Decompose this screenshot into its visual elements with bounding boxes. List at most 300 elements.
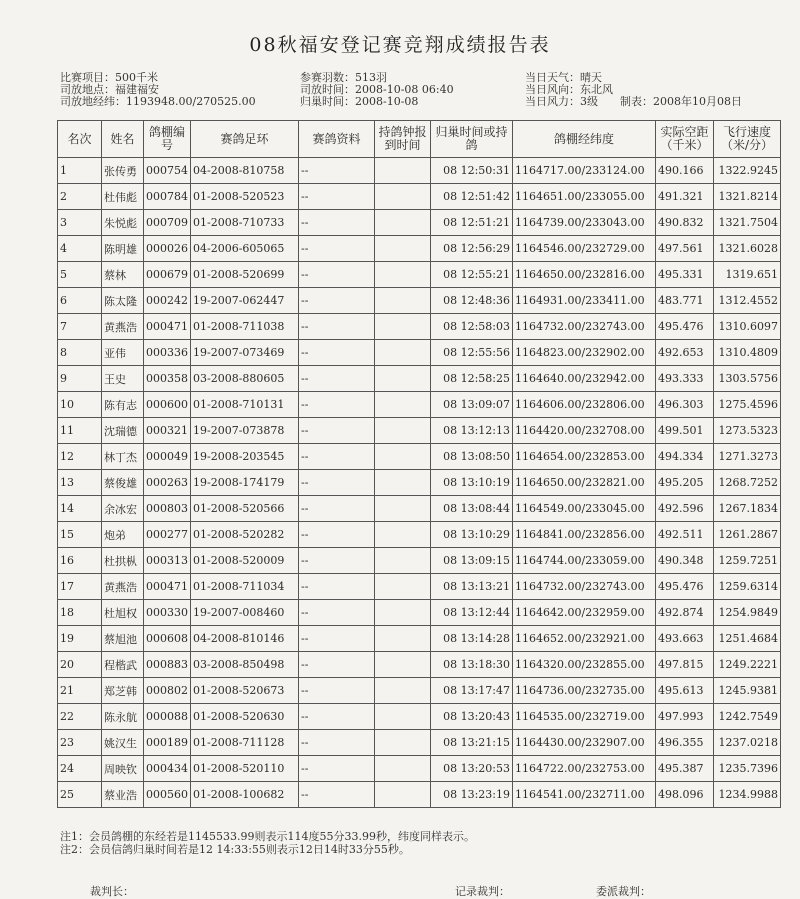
cell-coords: 1164717.00/233124.00 — [513, 158, 656, 184]
made-label: 制表： — [620, 95, 653, 108]
cell-ring: 01-2008-711128 — [191, 730, 299, 756]
cell-name: 沈瑞德 — [102, 418, 144, 444]
release-time-label: 司放时间： — [300, 83, 355, 96]
cell-speed: 1268.7252 — [714, 470, 781, 496]
cell-arrival: 08 13:20:53 — [431, 756, 513, 782]
cell-speed: 1275.4596 — [714, 392, 781, 418]
cell-arrival: 08 13:08:50 — [431, 444, 513, 470]
cell-arrival: 08 13:12:13 — [431, 418, 513, 444]
cell-clock — [375, 236, 431, 262]
header-loft: 鸽棚编号 — [144, 121, 191, 158]
cell-loft: 000608 — [144, 626, 191, 652]
cell-rank: 22 — [58, 704, 102, 730]
cell-loft: 000560 — [144, 782, 191, 808]
cell-arrival: 08 13:18:30 — [431, 652, 513, 678]
cell-info: -- — [299, 782, 375, 808]
cell-ring: 01-2008-710131 — [191, 392, 299, 418]
cell-loft: 000026 — [144, 236, 191, 262]
cell-distance: 491.321 — [656, 184, 714, 210]
cell-arrival: 08 12:51:42 — [431, 184, 513, 210]
cell-arrival: 08 13:10:29 — [431, 522, 513, 548]
table-row — [58, 652, 781, 678]
return-time — [300, 96, 454, 108]
cell-ring: 01-2008-100682 — [191, 782, 299, 808]
cell-ring: 19-2008-203545 — [191, 444, 299, 470]
cell-ring: 01-2008-711034 — [191, 574, 299, 600]
cell-name: 陈有志 — [102, 392, 144, 418]
cell-name: 周映钦 — [102, 756, 144, 782]
cell-info: -- — [299, 418, 375, 444]
cell-clock — [375, 158, 431, 184]
cell-coords: 1164420.00/232708.00 — [513, 418, 656, 444]
cell-loft: 000263 — [144, 470, 191, 496]
cell-ring: 01-2008-520282 — [191, 522, 299, 548]
cell-distance: 490.348 — [656, 548, 714, 574]
cell-speed: 1242.7549 — [714, 704, 781, 730]
table-row — [58, 418, 781, 444]
cell-name: 程楷武 — [102, 652, 144, 678]
release-time-value: 2008-10-08 06:40 — [355, 83, 454, 96]
cell-coords: 1164320.00/232855.00 — [513, 652, 656, 678]
cell-name: 林丁杰 — [102, 444, 144, 470]
cell-speed: 1321.7504 — [714, 210, 781, 236]
table-row — [58, 158, 781, 184]
cell-info: -- — [299, 626, 375, 652]
release-site-value: 福建福安 — [115, 83, 159, 96]
cell-rank: 21 — [58, 678, 102, 704]
cell-loft: 000049 — [144, 444, 191, 470]
cell-clock — [375, 522, 431, 548]
cell-distance: 493.333 — [656, 366, 714, 392]
cell-distance: 490.166 — [656, 158, 714, 184]
cell-loft: 000277 — [144, 522, 191, 548]
cell-name: 张传勇 — [102, 158, 144, 184]
cell-coords: 1164606.00/232806.00 — [513, 392, 656, 418]
cell-distance: 497.561 — [656, 236, 714, 262]
cell-distance: 492.874 — [656, 600, 714, 626]
release-coords-label: 司放地经纬： — [60, 95, 126, 108]
cell-speed: 1319.651 — [714, 262, 781, 288]
cell-name: 朱悦彪 — [102, 210, 144, 236]
cell-rank: 17 — [58, 574, 102, 600]
cell-clock — [375, 496, 431, 522]
cell-info: -- — [299, 366, 375, 392]
table-body — [58, 158, 781, 808]
cell-arrival: 08 13:12:44 — [431, 600, 513, 626]
cell-coords: 1164650.00/232816.00 — [513, 262, 656, 288]
cell-clock — [375, 678, 431, 704]
cell-arrival: 08 12:55:56 — [431, 340, 513, 366]
cell-coords: 1164652.00/232921.00 — [513, 626, 656, 652]
cell-coords: 1164654.00/232853.00 — [513, 444, 656, 470]
table-header-row — [58, 121, 781, 158]
cell-distance: 492.596 — [656, 496, 714, 522]
table-row — [58, 756, 781, 782]
cell-loft: 000471 — [144, 574, 191, 600]
cell-rank: 20 — [58, 652, 102, 678]
cell-info: -- — [299, 652, 375, 678]
cell-coords: 1164722.00/232753.00 — [513, 756, 656, 782]
note-2: 注2：会员信鸽归巢时间若是12 14:33:55则表示12日14时33分55秒。 — [60, 843, 410, 856]
cell-ring: 03-2008-850498 — [191, 652, 299, 678]
wind-direction-value: 东北风 — [580, 83, 613, 96]
cell-rank: 15 — [58, 522, 102, 548]
weather-label: 当日天气： — [525, 71, 580, 84]
cell-clock — [375, 392, 431, 418]
cell-coords: 1164732.00/232743.00 — [513, 314, 656, 340]
cell-distance: 496.355 — [656, 730, 714, 756]
cell-name: 炮弟 — [102, 522, 144, 548]
cell-speed: 1245.9381 — [714, 678, 781, 704]
cell-rank: 24 — [58, 756, 102, 782]
wind-direction-label: 当日风向： — [525, 83, 580, 96]
info-column-left — [60, 72, 256, 108]
cell-info: -- — [299, 704, 375, 730]
cell-arrival: 08 13:17:47 — [431, 678, 513, 704]
cell-arrival: 08 13:20:43 — [431, 704, 513, 730]
release-coords — [60, 96, 256, 108]
recorder-label: 记录裁判： — [455, 885, 510, 898]
cell-name: 杜伟彪 — [102, 184, 144, 210]
cell-ring: 01-2008-710733 — [191, 210, 299, 236]
cell-loft: 000803 — [144, 496, 191, 522]
cell-arrival: 08 12:51:21 — [431, 210, 513, 236]
table-row — [58, 574, 781, 600]
cell-coords: 1164640.00/232942.00 — [513, 366, 656, 392]
cell-rank: 13 — [58, 470, 102, 496]
cell-distance: 483.771 — [656, 288, 714, 314]
cell-distance: 495.331 — [656, 262, 714, 288]
cell-info: -- — [299, 262, 375, 288]
cell-rank: 4 — [58, 236, 102, 262]
weather-value: 晴天 — [580, 71, 602, 84]
cell-coords: 1164651.00/233055.00 — [513, 184, 656, 210]
wind-and-date — [525, 96, 742, 108]
cell-info: -- — [299, 470, 375, 496]
cell-distance: 499.501 — [656, 418, 714, 444]
header-speed: 飞行速度（米/分） — [714, 121, 781, 158]
cell-clock — [375, 470, 431, 496]
cell-clock — [375, 600, 431, 626]
entries-label: 参赛羽数： — [300, 71, 355, 84]
cell-ring: 01-2008-711038 — [191, 314, 299, 340]
cell-coords: 1164430.00/232907.00 — [513, 730, 656, 756]
cell-distance: 495.476 — [656, 314, 714, 340]
cell-loft: 000434 — [144, 756, 191, 782]
cell-speed: 1271.3273 — [714, 444, 781, 470]
cell-distance: 495.205 — [656, 470, 714, 496]
cell-distance: 492.653 — [656, 340, 714, 366]
table-row — [58, 314, 781, 340]
cell-name: 余冰宏 — [102, 496, 144, 522]
cell-clock — [375, 210, 431, 236]
header-clock: 持鸽钟报到时间 — [375, 121, 431, 158]
table-row — [58, 600, 781, 626]
cell-rank: 7 — [58, 314, 102, 340]
made-value: 2008年10月08日 — [653, 95, 742, 108]
wind-force-label: 当日风力： — [525, 95, 580, 108]
cell-distance: 493.663 — [656, 626, 714, 652]
table-row — [58, 704, 781, 730]
table-row — [58, 444, 781, 470]
cell-info: -- — [299, 340, 375, 366]
release-site-label: 司放地点： — [60, 83, 115, 96]
cell-coords: 1164739.00/233043.00 — [513, 210, 656, 236]
cell-clock — [375, 314, 431, 340]
cell-ring: 19-2008-174179 — [191, 470, 299, 496]
cell-name: 杜拱枞 — [102, 548, 144, 574]
header-coords: 鸽棚经纬度 — [513, 121, 656, 158]
cell-speed: 1322.9245 — [714, 158, 781, 184]
cell-ring: 04-2006-605065 — [191, 236, 299, 262]
cell-speed: 1235.7396 — [714, 756, 781, 782]
cell-rank: 1 — [58, 158, 102, 184]
cell-clock — [375, 730, 431, 756]
table-row — [58, 262, 781, 288]
cell-arrival: 08 13:21:15 — [431, 730, 513, 756]
cell-loft: 000600 — [144, 392, 191, 418]
cell-ring: 04-2008-810758 — [191, 158, 299, 184]
notes — [60, 830, 475, 856]
table-row — [58, 470, 781, 496]
cell-name: 亚伟 — [102, 340, 144, 366]
cell-info: -- — [299, 678, 375, 704]
cell-info: -- — [299, 496, 375, 522]
cell-loft: 000189 — [144, 730, 191, 756]
table-row — [58, 392, 781, 418]
cell-loft: 000358 — [144, 366, 191, 392]
cell-rank: 18 — [58, 600, 102, 626]
cell-ring: 01-2008-520523 — [191, 184, 299, 210]
cell-info: -- — [299, 574, 375, 600]
cell-distance: 495.387 — [656, 756, 714, 782]
cell-speed: 1251.4684 — [714, 626, 781, 652]
cell-name: 蔡林 — [102, 262, 144, 288]
return-time-label: 归巢时间： — [300, 95, 355, 108]
cell-speed: 1249.2221 — [714, 652, 781, 678]
cell-arrival: 08 12:58:03 — [431, 314, 513, 340]
cell-rank: 14 — [58, 496, 102, 522]
cell-loft: 000321 — [144, 418, 191, 444]
header-arrival: 归巢时间或持鸽 — [431, 121, 513, 158]
cell-clock — [375, 626, 431, 652]
cell-rank: 11 — [58, 418, 102, 444]
cell-arrival: 08 12:55:21 — [431, 262, 513, 288]
cell-clock — [375, 756, 431, 782]
table-row — [58, 548, 781, 574]
table-row — [58, 782, 781, 808]
cell-distance: 490.832 — [656, 210, 714, 236]
cell-distance: 495.476 — [656, 574, 714, 600]
cell-speed: 1234.9988 — [714, 782, 781, 808]
cell-distance: 498.096 — [656, 782, 714, 808]
cell-clock — [375, 574, 431, 600]
cell-loft: 000471 — [144, 314, 191, 340]
cell-rank: 19 — [58, 626, 102, 652]
cell-arrival: 08 12:56:29 — [431, 236, 513, 262]
cell-arrival: 08 13:10:19 — [431, 470, 513, 496]
cell-clock — [375, 366, 431, 392]
cell-speed: 1321.8214 — [714, 184, 781, 210]
cell-clock — [375, 652, 431, 678]
cell-rank: 23 — [58, 730, 102, 756]
cell-distance: 495.613 — [656, 678, 714, 704]
cell-distance: 496.303 — [656, 392, 714, 418]
table-row — [58, 496, 781, 522]
table-row — [58, 626, 781, 652]
cell-clock — [375, 288, 431, 314]
entries-value: 513羽 — [355, 71, 387, 84]
cell-speed: 1310.6097 — [714, 314, 781, 340]
cell-arrival: 08 13:13:21 — [431, 574, 513, 600]
table-row — [58, 288, 781, 314]
table-row — [58, 184, 781, 210]
cell-name: 陈永航 — [102, 704, 144, 730]
table-row — [58, 730, 781, 756]
cell-loft: 000709 — [144, 210, 191, 236]
return-time-value: 2008-10-08 — [355, 95, 419, 108]
cell-rank: 5 — [58, 262, 102, 288]
cell-clock — [375, 418, 431, 444]
cell-loft: 000336 — [144, 340, 191, 366]
cell-arrival: 08 13:23:19 — [431, 782, 513, 808]
header-name: 姓名 — [102, 121, 144, 158]
cell-info: -- — [299, 730, 375, 756]
cell-clock — [375, 704, 431, 730]
cell-arrival: 08 12:50:31 — [431, 158, 513, 184]
cell-clock — [375, 548, 431, 574]
cell-coords: 1164744.00/233059.00 — [513, 548, 656, 574]
table-row — [58, 340, 781, 366]
cell-info: -- — [299, 236, 375, 262]
cell-loft: 000679 — [144, 262, 191, 288]
cell-speed: 1312.4552 — [714, 288, 781, 314]
cell-ring: 01-2008-520630 — [191, 704, 299, 730]
cell-info: -- — [299, 392, 375, 418]
cell-loft: 000313 — [144, 548, 191, 574]
cell-rank: 3 — [58, 210, 102, 236]
cell-speed: 1303.5756 — [714, 366, 781, 392]
cell-name: 陈明雄 — [102, 236, 144, 262]
cell-info: -- — [299, 600, 375, 626]
cell-distance: 494.334 — [656, 444, 714, 470]
cell-ring: 19-2007-062447 — [191, 288, 299, 314]
cell-loft: 000330 — [144, 600, 191, 626]
cell-coords: 1164736.00/232735.00 — [513, 678, 656, 704]
cell-arrival: 08 12:48:36 — [431, 288, 513, 314]
cell-clock — [375, 262, 431, 288]
cell-info: -- — [299, 522, 375, 548]
cell-ring: 03-2008-880605 — [191, 366, 299, 392]
header-distance: 实际空距（千米） — [656, 121, 714, 158]
cell-loft: 000883 — [144, 652, 191, 678]
cell-speed: 1254.9849 — [714, 600, 781, 626]
cell-coords: 1164541.00/232711.00 — [513, 782, 656, 808]
cell-speed: 1321.6028 — [714, 236, 781, 262]
cell-info: -- — [299, 756, 375, 782]
table-row — [58, 522, 781, 548]
cell-distance: 497.815 — [656, 652, 714, 678]
cell-rank: 16 — [58, 548, 102, 574]
table-row — [58, 366, 781, 392]
wind-force-value: 3级 — [580, 95, 598, 108]
cell-rank: 25 — [58, 782, 102, 808]
cell-coords: 1164931.00/233411.00 — [513, 288, 656, 314]
cell-rank: 9 — [58, 366, 102, 392]
cell-rank: 10 — [58, 392, 102, 418]
header-info: 赛鸽资料 — [299, 121, 375, 158]
cell-arrival: 08 12:58:25 — [431, 366, 513, 392]
report-title: 08秋福安登记赛竞翔成绩报告表 — [249, 34, 551, 56]
cell-arrival: 08 13:08:44 — [431, 496, 513, 522]
header-ring: 赛鸽足环 — [191, 121, 299, 158]
cell-ring: 01-2008-520699 — [191, 262, 299, 288]
cell-ring: 19-2007-008460 — [191, 600, 299, 626]
cell-coords: 1164650.00/232821.00 — [513, 470, 656, 496]
cell-rank: 8 — [58, 340, 102, 366]
cell-info: -- — [299, 314, 375, 340]
table-row — [58, 210, 781, 236]
cell-ring: 01-2008-520566 — [191, 496, 299, 522]
release-coords-value: 1193948.00/270525.00 — [126, 95, 256, 108]
cell-loft: 000802 — [144, 678, 191, 704]
cell-coords: 1164841.00/232856.00 — [513, 522, 656, 548]
cell-speed: 1261.2867 — [714, 522, 781, 548]
referee-head-label: 裁判长： — [90, 885, 134, 898]
cell-name: 郑芝韩 — [102, 678, 144, 704]
cell-name: 姚汉生 — [102, 730, 144, 756]
cell-ring: 01-2008-520009 — [191, 548, 299, 574]
info-column-right — [525, 72, 742, 108]
cell-speed: 1310.4809 — [714, 340, 781, 366]
info-column-middle — [300, 72, 454, 108]
cell-speed: 1259.7251 — [714, 548, 781, 574]
cell-name: 黄燕浩 — [102, 574, 144, 600]
committee-label: 委派裁判： — [596, 885, 651, 898]
table-row — [58, 236, 781, 262]
cell-info: -- — [299, 210, 375, 236]
header-rank: 名次 — [58, 121, 102, 158]
cell-info: -- — [299, 444, 375, 470]
cell-speed: 1273.5323 — [714, 418, 781, 444]
cell-clock — [375, 184, 431, 210]
cell-name: 杜旭权 — [102, 600, 144, 626]
cell-info: -- — [299, 548, 375, 574]
cell-loft: 000242 — [144, 288, 191, 314]
cell-distance: 492.511 — [656, 522, 714, 548]
cell-loft: 000754 — [144, 158, 191, 184]
cell-clock — [375, 444, 431, 470]
cell-ring: 01-2008-520673 — [191, 678, 299, 704]
note-1: 注1：会员鸽棚的东经若是1145533.99则表示114度55分33.99秒，纬度同样表示。 — [60, 830, 475, 843]
cell-clock — [375, 782, 431, 808]
cell-loft: 000784 — [144, 184, 191, 210]
cell-loft: 000088 — [144, 704, 191, 730]
cell-ring: 19-2007-073469 — [191, 340, 299, 366]
cell-info: -- — [299, 158, 375, 184]
cell-rank: 12 — [58, 444, 102, 470]
cell-coords: 1164642.00/232959.00 — [513, 600, 656, 626]
cell-name: 蔡业浩 — [102, 782, 144, 808]
table-row — [58, 678, 781, 704]
race-item-value: 500千米 — [115, 71, 158, 84]
cell-clock — [375, 340, 431, 366]
cell-speed: 1237.0218 — [714, 730, 781, 756]
cell-info: -- — [299, 184, 375, 210]
cell-info: -- — [299, 288, 375, 314]
cell-rank: 2 — [58, 184, 102, 210]
cell-coords: 1164732.00/232743.00 — [513, 574, 656, 600]
